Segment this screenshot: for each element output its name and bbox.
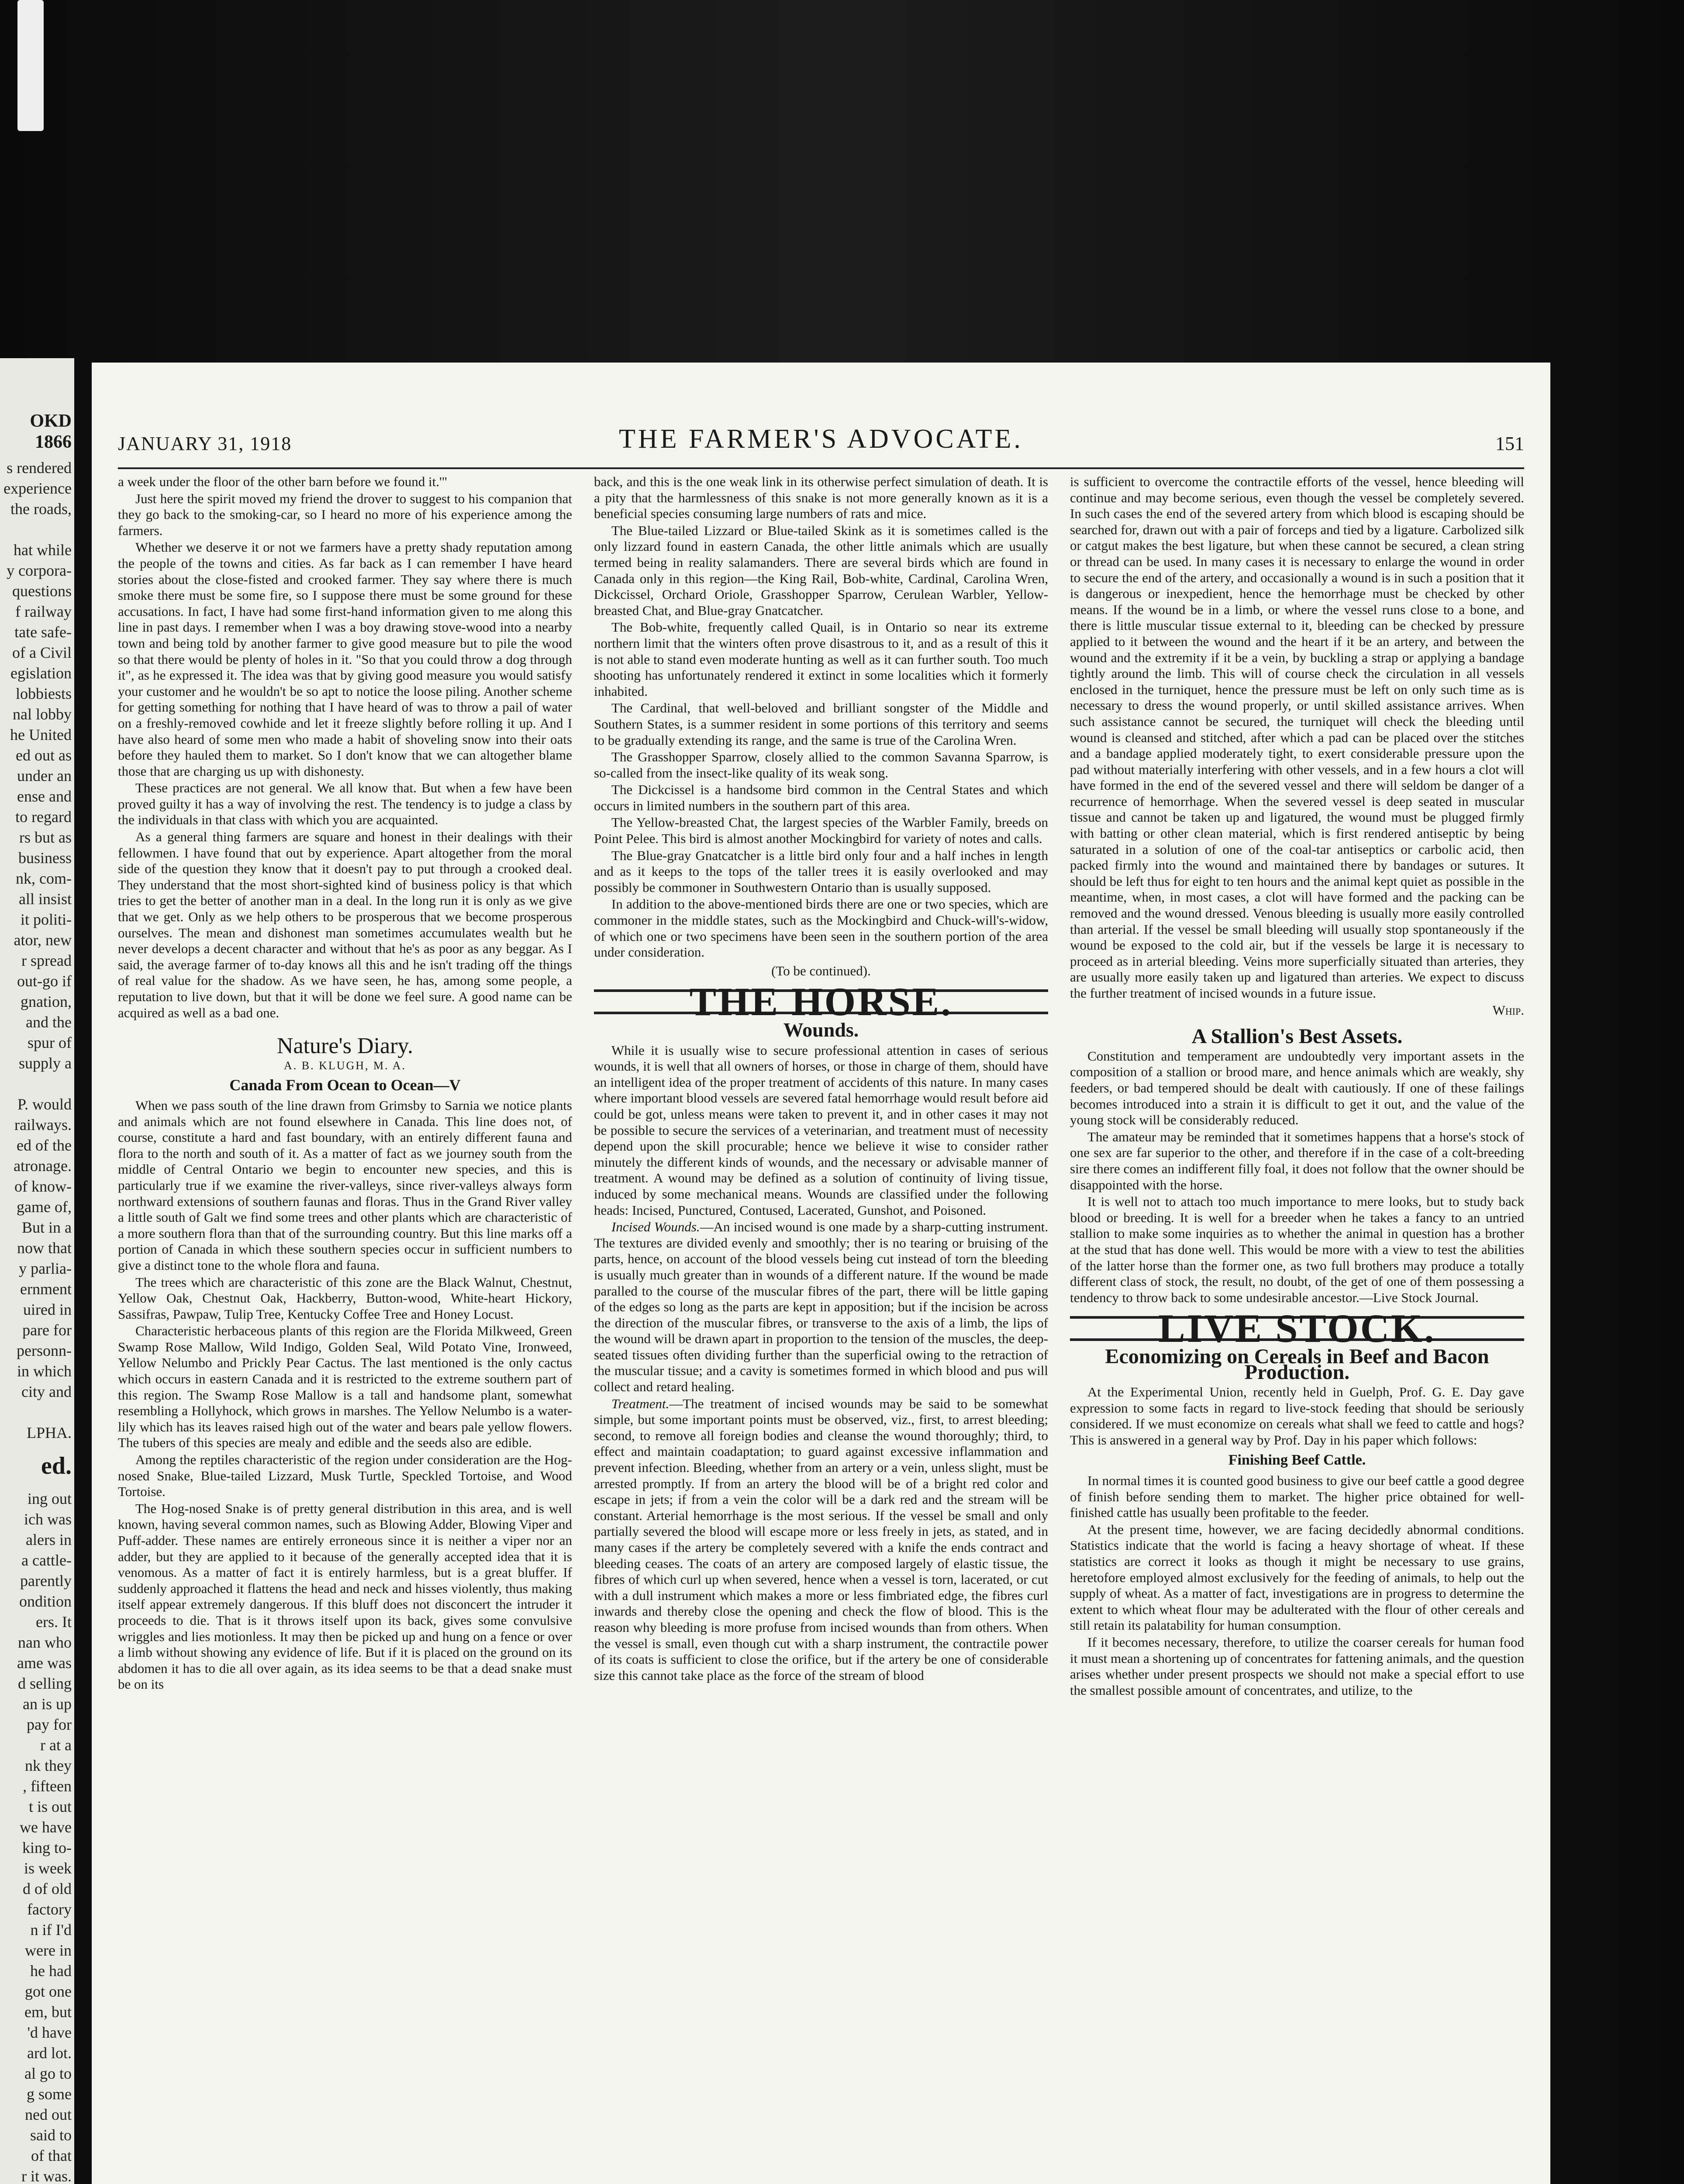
paragraph: a week under the floor of the other barn before we found it.'" <box>118 474 448 489</box>
paragraph: While it is usually wise to secure professional attention in cases of serious wounds, it is well that all owners of horses, or those in charge of them, should have an intelligent idea of the proper treatment of accidents of this nature. In many cases where important blood vessels are severed fatal hemorrhage would result before aid could be got, unless means were taken to prevent it, and in other cases it may not be possible to secure the services of a veterinarian, and treatment must of necessity depend upon the skill procurable; hence we believe it wise to consider rather minutely the different kinds of wounds, and the necessary or advisable manner of treatment. A wound may be defined as a solution of continuity of living tissue, induced by some mechanical means. Wounds are classified under the following heads: Incised, Punctured, Contused, Lacerated, Gunshot, and Poisoned. <box>594 1042 1048 1218</box>
adjacent-page-line: of know- <box>14 1178 72 1195</box>
adjacent-page-line: were in <box>25 1942 72 1959</box>
paragraph: Constitution and temperament are undoubtedly very important assets in the composition of a stallion or brood mare, and hence animals which are weakly, shy feeders, or bad tempered should be dealt with cautiously. If one of these failings becomes introduced into a strain it is difficult to get it out, and the value of the young stock will be considerably reduced. <box>1070 1048 1524 1128</box>
paragraph: Characteristic herbaceous plants of this region are the Florida Milkweed, Green Swamp Rose Mallow, Wild Indigo, Golden Seal, Wild Potato Vine, Ironweed, Yellow Nelumbo and Prickly Pear Cactus. The last mentioned is the only cactus which occurs in eastern Canada and it is restricted to the extreme southern part of this region. The Swamp Rose Mallow is a tall and handsome plant, somewhat resembling a Hollyhock, which grows in marshes. The Yellow Nelumbo is a water-lily which has its leaves raised high out of the water and bears pale yellow flowers. The tubers of this species are mealy and edible and the seeds also are edible. <box>118 1323 572 1451</box>
adjacent-page-line: ich was <box>24 1510 72 1528</box>
paragraph: The trees which are characteristic of this zone are the Black Walnut, Chestnut, Yellow Oak, Chestnut Oak, Hackberry, Button-wood, White-heart Hickory, Sassifras, Pawpaw, Tulip Tree, Kentucky Coffee Tree and Honey Locust. <box>118 1274 572 1322</box>
paragraph: The Bob-white, frequently called Quail, is in Ontario so near its extreme northern limit that the winters often prove disastrous to it, and as a result of this it is not able to stand even moderate hunting as well as it can further south. Too much shooting has unfortunately rendered it extinct in some localities which it formerly inhabited. <box>594 619 1048 699</box>
adjacent-page-line: out-go if <box>17 972 72 990</box>
film-perforation <box>17 0 44 131</box>
article-title-stallion: A Stallion's Best Assets. <box>1191 1025 1403 1048</box>
adjacent-page-line: LPHA. <box>26 1424 72 1441</box>
page-header <box>118 424 1524 463</box>
page-number: 151 <box>1495 433 1524 454</box>
adjacent-page-line: said to <box>30 2126 72 2144</box>
adjacent-page-heading: ed. <box>41 1452 72 1479</box>
adjacent-page-line: all insist <box>18 890 72 908</box>
paragraph-text: —An incised wound is one made by a sharp-cutting instrument. The textures are divided evenly and smoothly; ther is no tearing or bruising of the parts, hence, on account of the blood vessels being cut instead of torn the bleeding is usually much greater than in wounds of a different nature. If the wound be made paralled to the course of the muscular fibres of the part, there will be little gaping of the edges so long as the parts are kept in apposition; but if the incision be across the direction of the muscular fibres, or transverse to the axis of a limb, the lips of the wound will be drawn apart in proportion to the tension of the muscles, the deep-seated tissues often dividing further than the superficial owing to the retraction of the muscular tissue; and a cavity is sometimes formed in which blood and pus will collect and retard healing. <box>594 1219 1049 1395</box>
adjacent-page-line: y parlia- <box>19 1260 72 1277</box>
adjacent-page-line: rs but as <box>19 829 72 846</box>
paragraph: Just here the spirit moved my friend the drover to suggest to his companion that they go back to the smoking-car, so I heard no more of his experience among the farmers. <box>118 491 572 538</box>
paragraph <box>594 1219 1048 1395</box>
adjacent-page-line: we have <box>20 1818 72 1836</box>
article-title-economizing: Economizing on Cereals in Beef and Bacon Production. <box>1105 1344 1489 1384</box>
paragraph: The Grasshopper Sparrow, closely allied to the common Savanna Sparrow, is so-called from the insect-like quality of its weak song. <box>594 749 1048 781</box>
adjacent-page-line: tate safe- <box>14 623 72 641</box>
article-subtitle: Canada From Ocean to Ocean—V <box>229 1076 461 1094</box>
run-in-heading: Treatment. <box>611 1396 669 1411</box>
paragraph: Whether we deserve it or not we farmers have a pretty shady reputation among the people of the towns and cities. As far back as I can remember I have heard stories about the close-fisted and crooked farmer. They say where there is much smoke there must be some fire, so I suppose there must be some ground for these accusations. In fact, I have had some first-hand information given to me along this line in past days. I remember when I was a boy drawing stove-wood into a nearby town and being told by another farmer to give good measure but to pile the wood so that there would be plenty of holes in it. "So that you could throw a dog through it", as he expressed it. The idea was that by giving good measure you would satisfy your customer and he wouldn't be so apt to notice the loose piling. Another scheme for getting something for nothing that I have heard of was to throw a pail of water on a freshly-removed cowhide and let it freeze slightly before rolling it up. And I have also heard of some men who made a habit of shoveling snow into their oats before they hauled them to market. So I don't know that we can altogether blame those that are charging us up with dishonesty. <box>118 539 572 779</box>
adjacent-page-line: 'd have <box>27 2024 72 2041</box>
article-subheading: Finishing Beef Cattle. <box>1228 1452 1366 1469</box>
paragraph: The Blue-tailed Lizzard or Blue-tailed Skink as it is sometimes called is the only lizzard found in eastern Canada, the other little animals which are usually termed being in reality salamanders. There are several birds which are found in Canada only in this region—the King Rail, Bob-white, Cardinal, Carolina Wren, Dickcissel, Orchard Oriole, Grasshopper Sparrow, Cerulean Warbler, Yellow-breasted Chat, and Blue-gray Gnatcatcher. <box>594 522 1048 618</box>
adjacent-page-line: ator, new <box>14 931 72 949</box>
adjacent-page-line: experience <box>3 480 72 497</box>
adjacent-page-line <box>0 1402 74 1423</box>
adjacent-page-line: pay for <box>27 1716 72 1733</box>
adjacent-page-line: But in a <box>22 1219 72 1236</box>
paragraph: At the Experimental Union, recently held in Guelph, Prof. G. E. Day gave expression to some facts in regard to live-stock feeding that should be seriously considered. If we must economize on cereals what shall we feed to cattle and hogs? This is answered in a general way by Prof. Day in his paper which follows: <box>1070 1384 1524 1448</box>
adjacent-page-line: he had <box>30 1962 72 1980</box>
adjacent-page-line: ed of the <box>17 1137 72 1154</box>
adjacent-page-line: nan who <box>18 1634 72 1651</box>
adjacent-page-line: under an <box>17 767 72 784</box>
adjacent-page-line: is week <box>24 1859 72 1877</box>
adjacent-page-line: nk they <box>25 1757 72 1774</box>
adjacent-page-line: spur of <box>28 1034 72 1051</box>
adjacent-page-line: ernment <box>20 1280 72 1298</box>
paragraph: It is well not to attach too much importance to mere looks, but to study back blood or breeding. It is well for a breeder when he takes a fancy to an untried stallion to make some inquiries as to whether the animal in question has a brother at the stud that has done well. This would be more with a view to test the abilities of the latter horse than the former one, as two full brothers may produce a totally different class of stock, the result, no doubt, of the get of one of them possessing a tendency to throw back to some undesirable ancestor.—Live Stock Journal. <box>1070 1194 1524 1305</box>
paragraph: The amateur may be reminded that it sometimes happens that a horse's stock of one sex are far superior to the other, and therefore if in the case of a colt-breeding sire there comes an indifferent filly foal, it does not follow that the owner should be disappointed with the horse. <box>1070 1129 1524 1192</box>
adjacent-page-line: r spread <box>21 952 72 969</box>
adjacent-page-line: egislation <box>10 664 72 682</box>
adjacent-page-line: r at a <box>40 1736 72 1754</box>
adjacent-page-line: ondition <box>19 1593 72 1610</box>
column-2 <box>594 474 1048 1684</box>
adjacent-page-line: ned out <box>25 2106 72 2123</box>
adjacent-page-line: an is up <box>23 1695 72 1713</box>
adjacent-page-line: ame was <box>17 1654 72 1672</box>
masthead-title: THE FARMER'S ADVOCATE. <box>619 424 1023 454</box>
continued-note: (To be continued). <box>771 963 871 978</box>
adjacent-page-line: al go to <box>24 2065 72 2082</box>
paragraph: The Blue-gray Gnatcatcher is a little bird only four and a half inches in length and as it keeps to the tops of the taller trees it is easily overlooked and may possibly be commoner in Southwestern Ontario than is usually supposed. <box>594 847 1048 895</box>
adjacent-page-line: city and <box>21 1383 72 1400</box>
article-title-wounds: Wounds. <box>783 1019 859 1041</box>
paragraph: The Hog-nosed Snake is of pretty general distribution in this area, and is well known, having several common names, such as Blowing Adder, Blowing Viper and Puff-adder. These names are entirely erroneous since it is neither a viper nor an adder, but they are applied to it because of the generally accepted idea that it is venomous. As a matter of fact it is entirely harmless, but is a great bluffer. If suddenly approached it flattens the head and neck and hisses violently, thus making itself appear extremely dangerous. If this bluff does not disconcert the intruder it proceeds to die. That is it throws itself upon its back, gives some convulsive wriggles and lies motionless. It may then be picked up and hung on a fence or over a limb without showing any evidence of life. But if it is placed on the ground on its abdomen it has to die all over again, as its idea seems to be that a dead snake must be on its <box>118 1500 572 1692</box>
paragraph: The Yellow-breasted Chat, the largest species of the Warbler Family, breeds on Point Pelee. This bird is almost another Mockingbird for variety of notes and calls. <box>594 815 1048 847</box>
author-signature: Whip. <box>1492 1002 1524 1018</box>
paragraph: The Cardinal, that well-beloved and brilliant songster of the Middle and Southern States, is a summer resident in some portions of this territory and seems to be gradually extending its range, and the same is true of the Carolina Wren. <box>594 700 1048 748</box>
paragraph: At the present time, however, we are facing decidedly abnormal conditions. Statistics indicate that the world is facing a heavy shortage of wheat. If these statistics are correct it looks as though it might be necessary to use grains, heretofore employed almost exclusively for the feeding of animals, to help out the supply of wheat. As a matter of fact, investigations are in progress to determine the extent to which wheat flour may be adulterated with the flour of other cereals and still retain its palatability for human consumption. <box>1070 1521 1524 1633</box>
adjacent-page-line: r it was. <box>21 2167 72 2184</box>
adjacent-page-line: nk, com- <box>16 870 72 887</box>
column-3 <box>1070 474 1524 1699</box>
adjacent-page-line: pare for <box>22 1321 72 1339</box>
adjacent-page-text-a <box>0 458 74 1443</box>
adjacent-page-line: supply a <box>19 1054 72 1072</box>
paragraph: In addition to the above-mentioned birds there are one or two species, which are commoner in the middle states, such as the Mockingbird and Chuck-will's-widow, of which one or two specimens have been seen in the southern portion of the area under consideration. <box>594 896 1048 960</box>
adjacent-page-line: g some <box>27 2085 72 2103</box>
adjacent-page-line: t is out <box>28 1798 72 1815</box>
adjacent-page-line: in which <box>17 1362 72 1380</box>
adjacent-page-line: business <box>18 849 72 867</box>
adjacent-page-line: and the <box>26 1013 72 1031</box>
adjacent-page-line: ed out as <box>16 746 72 764</box>
adjacent-page-line: now that <box>17 1239 72 1257</box>
adjacent-page-line: personn- <box>17 1342 72 1359</box>
article-byline: A. B. KLUGH, M. A. <box>283 1059 407 1072</box>
adjacent-page-line: nal lobby <box>13 705 72 723</box>
adjacent-page-line <box>0 1074 74 1094</box>
adjacent-page-line: uired in <box>23 1301 72 1318</box>
header-rule <box>118 467 1524 469</box>
adjacent-page-line: s rendered <box>7 459 72 477</box>
run-in-heading: Incised Wounds. <box>611 1219 700 1235</box>
paragraph: In normal times it is counted good business to give our beef cattle a good degree of finish before sending them to market. The higher price obtained for well-finished cattle has usually been profitable to the feeder. <box>1070 1473 1524 1521</box>
adjacent-page-line: game of, <box>17 1198 72 1216</box>
section-heading-live-stock: LIVE STOCK. <box>1070 1316 1524 1341</box>
adjacent-page-line: it politi- <box>21 911 72 928</box>
paragraph: back, and this is the one weak link in its otherwise perfect simulation of death. It is a pity that the harmlessness of this snake is not more generally known as it is a beneficial species consuming large numbers of rats and mice. <box>594 474 1048 522</box>
adjacent-page-line: ers. It <box>36 1613 72 1631</box>
adjacent-page-line: d selling <box>18 1675 72 1692</box>
adjacent-page-fragment <box>0 358 74 2184</box>
paragraph: If it becomes necessary, therefore, to utilize the coarser cereals for human food it must mean a shortening up of concentrates for fattening animals, and the question arises whether under present prospects we should not make a special effort to use the smallest possible amount of concentrates, and utilize, to the <box>1070 1634 1524 1698</box>
adjacent-page-line: questions <box>12 582 72 600</box>
adjacent-page-line: a cattle- <box>21 1552 72 1569</box>
adjacent-page-line: factory <box>27 1901 72 1918</box>
adjacent-page-line: the roads, <box>10 500 72 518</box>
adjacent-page-line: d of old <box>23 1880 72 1897</box>
adjacent-page-line <box>0 519 74 540</box>
adjacent-page-line: lobbiests <box>15 685 72 702</box>
issue-date: JANUARY 31, 1918 <box>118 433 292 454</box>
adjacent-page-line: ard lot. <box>27 2044 72 2062</box>
adjacent-page-line: P. would <box>17 1095 72 1113</box>
paragraph: is sufficient to overcome the contractile efforts of the vessel, hence bleeding will continue and may become serious, even though the vessel be completely severed. In such cases the end of the severed artery from which blood is escaping should be searched for, drawn out with a pair of forceps and tied by a ligature. Carbolized silk or catgut makes the best ligature, but when these cannot be secured, a clean string or thread can be used. In many cases it is necessary to enlarge the wound in order to secure the end of the artery, and occasionally a wound is in such a position that it is dangerous or inexpedient, hence the hemorrhage must be checked by other means. If the wound be in a limb, or where the vessel runs close to a bone, and there is little muscular tissue external to it, bleeding can be checked by pressure applied to it between the wound and the heart if it be an artery, and between the wound and the extremity if it be a vein, by buckling a strap or applying a bandage tightly around the limb. This will of course check the circulation in all vessels enclosed in the turniquet, hence the pressure must be left on only such time as is necessary to dress the wound properly, or until skilled assistance arrives. When such assistance cannot be secured, the turniquet will check the bleeding until wound is cleansed and stitched, after which a pad can be placed over the stitches and a bandage applied moderately tight, to exert considerable pressure upon the pad without materially interfering with other vessels, and in a few hours a clot will have formed in the end of the severed vessel and there will seldom be danger of a recurrence of hemorrhage. When the severed vessel is deep seated in muscular tissue and cannot be taken up and ligatured, the wound must be plugged firmly with batting or other clean material, which is first rendered antiseptic by being saturated in a solution of one of the coal-tar antiseptics or carbolic acid, then packed firmly into the wound and maintained there by bandages or sutures. It should be left thus for eight to ten hours and the animal kept quiet as possible in the meantime, when, in most cases, a clot will have formed and the packing can be removed and the wound dressed. Venous bleeding is usually more easily controlled than arterial. If the vessel be small bleeding will usually stop spontaneously if the wound be exposed to the cold air, but if the vessels be large it is necessary to proceed as in arterial bleeding. Veins more superficially situated than arteries, they are usually more easily taken up and ligatured than arteries. We expect to discuss the further treatment of incised wounds in a future issue. <box>1070 474 1524 1001</box>
paragraph: When we pass south of the line drawn from Grimsby to Sarnia we notice plants and animals which are not found elsewhere in Canada. This line does not, of course, constitute a hard and fast boundary, with an entirely different fauna and flora to the north and south of it. As a matter of fact as we journey south from the middle of Central Ontario we begin to encounter new species, and this is particularly true if we examine the river-valleys, since river-valleys always form northward extensions of southern faunas and floras. Thus in the Grand River valley a little south of Galt we find some trees and other plants which are characteristic of a more southern flora than that of the surrounding country. But this line marks off a portion of Canada in which these southern species occur in sufficient numbers to give a distinct tone to the whole flora and fauna. <box>118 1097 572 1273</box>
adjacent-page-line: king to- <box>22 1839 72 1856</box>
adjacent-page-line: em, but <box>24 2003 72 2021</box>
adjacent-page-line: f railway <box>15 603 72 620</box>
adjacent-page-line: to regard <box>15 808 72 826</box>
adjacent-page-line: of a Civil <box>12 644 72 661</box>
paragraph: As a general thing farmers are square and honest in their dealings with their fellowmen. I have found that out by experience. Apart altogether from the moral side of the question they know that it doesn't pay to put through a crooked deal. They understand that the most short-sighted kind of business policy is that which tries to get the better of another man in a deal. In the long run it is only as we give that we get. Only as we help others to be prosperous that we become prosperous ourselves. The mean and dishonest man sometimes accumulates wealth but he never develops a decent character and without that he's as poor as any beggar. As I said, the average farmer of to-day knows all this and he isn't trading off the things of real value for the shadow. As we have seen, he has, among some people, a reputation to live down, but that it will be done we feel sure. A good name can be acquired as well as a bad one. <box>118 829 572 1020</box>
adjacent-page-line: , fifteen <box>23 1777 72 1795</box>
adjacent-page-line: alers in <box>26 1531 72 1548</box>
adjacent-page-line: gnation, <box>21 993 72 1010</box>
paragraph-text: —The treatment of incised wounds may be said to be somewhat simple, but some important points must be observed, viz., first, to arrest bleeding; second, to remove all foreign bodies and cleanse the wound thoroughly; third, to effect and maintain coadaptation; to guard against excessive inflammation and prevent infection. Bleeding, whether from an artery or a vein, unless slight, must be arrested promptly. If from an artery the blood will be of a bright red color and escape in jets; if from a vein the color will be a dark red and the stream will be constant. Arterial hemorrhage is the most serious. If the vessel be small and only partially severed the blood will escape more or less freely in jets, as stated, and in many cases if the artery be completely severed with a knife the ends contract and bleeding ceases. The coats of an artery are composed largely of elastic tissue, the fibres of which curl up when severed, hence when a vessel is torn, lacerated, or cut with a dull instrument which makes a more or less fimbriated edge, the fibres curl inwards and thereby close the opening and check the flow of blood. This is the reason why bleeding is more profuse from incised wounds than from others. When the vessel is small, even though cut with a sharp instrument, the contractile power of its coats is sufficient to close the orifice, but if the artery be one of considerable size this cannot take place as the force of the stream of blood <box>594 1396 1048 1683</box>
adjacent-page-line: parently <box>20 1572 72 1590</box>
adjacent-page-header: OKD 1866 <box>30 411 72 452</box>
adjacent-page-text-b <box>0 1489 74 2184</box>
section-heading-horse: THE HORSE. <box>594 989 1048 1014</box>
adjacent-page-line: atronage. <box>14 1157 72 1175</box>
paragraph: Among the reptiles characteristic of the region under consideration are the Hog-nosed Snake, Blue-tailed Lizzard, Musk Turtle, Speckled Tortoise, and Wood Tortoise. <box>118 1452 572 1500</box>
newspaper-page <box>92 363 1550 2184</box>
adjacent-page-line: ing out <box>27 1490 72 1507</box>
paragraph: The Dickcissel is a handsome bird common in the Central States and which occurs in limited numbers in the southern part of this area. <box>594 782 1048 813</box>
adjacent-page-line: hat while <box>14 541 72 559</box>
adjacent-page-line: y corpora- <box>7 562 72 579</box>
article-title-natures-diary: Nature's Diary. <box>276 1033 414 1059</box>
adjacent-page-line: of that <box>31 2147 72 2164</box>
adjacent-page-line: ense and <box>17 788 72 805</box>
adjacent-page-line: n if I'd <box>30 1921 72 1939</box>
paragraph <box>594 1396 1048 1684</box>
paragraph: These practices are not general. We all know that. But when a few have been proved guilty it has a way of involving the rest. The tendency is to judge a class by the individuals in that class with which you are acquainted. <box>118 780 572 828</box>
adjacent-page-line: got one <box>25 1983 72 2000</box>
column-1 <box>118 474 572 1693</box>
adjacent-page-line: he United <box>10 726 72 743</box>
adjacent-page-line: railways. <box>14 1116 72 1133</box>
